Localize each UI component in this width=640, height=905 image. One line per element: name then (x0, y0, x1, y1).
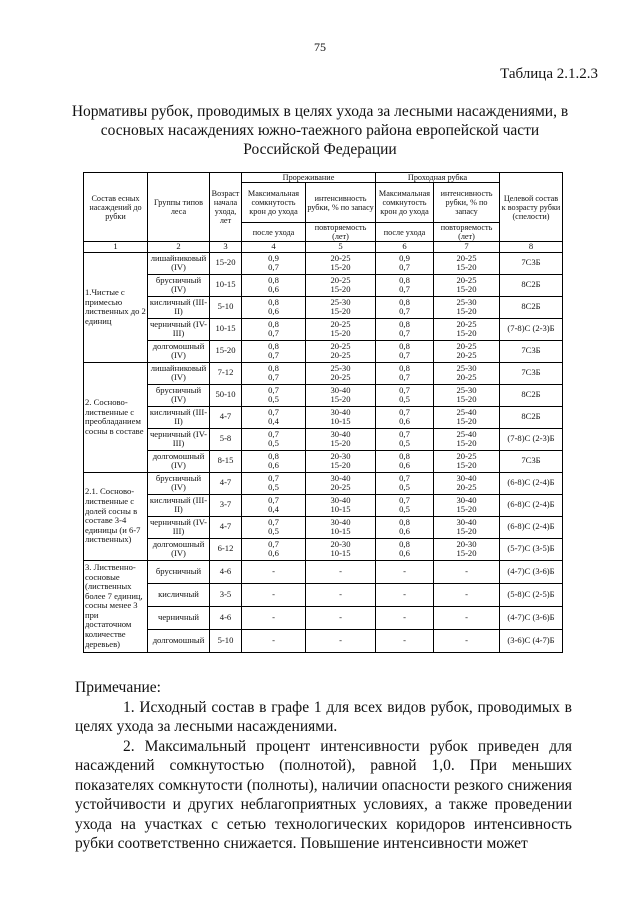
density-cell: - (376, 560, 434, 583)
density-cell: - (376, 629, 434, 652)
table-row (84, 252, 563, 274)
value-bottom: 0,7 (268, 262, 279, 273)
header-after-care: после ухода (376, 223, 434, 242)
value-top: 20-25 (330, 318, 351, 329)
value-bottom: 15-20 (456, 548, 477, 559)
value-bottom: 0,5 (268, 482, 279, 493)
density-cell (376, 274, 434, 296)
value-bottom: 10-15 (330, 416, 351, 427)
header-max-density: Максимальная сомкнутость крон до ухода (242, 183, 306, 223)
group-label: 1.Чистые с примесью лиственных до 2 единиц (84, 252, 148, 362)
column-number: 7 (434, 242, 500, 253)
age-cell: 5-10 (210, 629, 242, 652)
value-top: 25-30 (330, 296, 351, 307)
intensity-cell (434, 340, 500, 362)
density-cell (242, 362, 306, 384)
value-bottom: 0,7 (268, 350, 279, 361)
intensity-cell (434, 296, 500, 318)
target-composition-cell: (3-6)С (4-7)Б (500, 629, 563, 652)
value-top: 20-25 (456, 340, 477, 351)
value-bottom: 20-25 (330, 482, 351, 493)
intensity-cell (434, 428, 500, 450)
intensity-cell (434, 274, 500, 296)
header-thinning: Прореживание (242, 173, 376, 183)
table-row (84, 516, 563, 538)
density-cell: - (242, 606, 306, 629)
age-cell: 7-12 (210, 362, 242, 384)
density-cell (376, 318, 434, 340)
value-top: 0,7 (268, 494, 279, 505)
value-top: 0,7 (399, 384, 410, 395)
value-top: 20-25 (456, 318, 477, 329)
value-top: 20-25 (456, 252, 477, 263)
age-cell: 15-20 (210, 340, 242, 362)
density-cell (376, 472, 434, 494)
target-composition-cell: (4-7)С (3-6)Б (500, 606, 563, 629)
intensity-cell (306, 450, 376, 472)
value-top: 0,7 (268, 538, 279, 549)
header-passage-cut: Проходная рубка (376, 173, 500, 183)
age-cell: 50-10 (210, 384, 242, 406)
intensity-cell (306, 252, 376, 274)
value-top: 0,8 (399, 274, 410, 285)
intensity-cell: - (306, 606, 376, 629)
table-row (84, 428, 563, 450)
value-bottom: 0,7 (268, 372, 279, 383)
intensity-cell: - (306, 560, 376, 583)
value-top: 0,7 (399, 472, 410, 483)
table-row (84, 384, 563, 406)
value-bottom: 20-25 (330, 350, 351, 361)
density-cell (376, 362, 434, 384)
target-composition-cell: 8С2Б (500, 406, 563, 428)
value-top: 0,7 (268, 516, 279, 527)
intensity-cell (306, 384, 376, 406)
table-row (84, 406, 563, 428)
target-composition-cell: (5-7)С (3-5)Б (500, 538, 563, 560)
density-cell (376, 406, 434, 428)
value-top: 0,8 (268, 450, 279, 461)
column-number: 6 (376, 242, 434, 253)
value-bottom: 0,4 (268, 416, 279, 427)
table-row (84, 538, 563, 560)
value-bottom: 15-20 (456, 262, 477, 273)
value-top: 20-30 (330, 538, 351, 549)
value-bottom: 0,5 (399, 482, 410, 493)
value-bottom: 0,5 (399, 394, 410, 405)
value-top: 20-25 (330, 252, 351, 263)
header-age: Возраст начала ухода, лет (210, 173, 242, 242)
forest-type-cell: долгомошный (IV) (148, 340, 210, 362)
value-bottom: 0,5 (268, 438, 279, 449)
value-bottom: 15-20 (330, 460, 351, 471)
value-top: 30-40 (456, 472, 477, 483)
value-bottom: 0,7 (268, 328, 279, 339)
value-top: 30-40 (456, 516, 477, 527)
intensity-cell (306, 538, 376, 560)
value-top: 0,8 (399, 538, 410, 549)
density-cell (376, 494, 434, 516)
value-bottom: 0,6 (268, 284, 279, 295)
header-target-composition: Целевой состав к возрасту рубки (спелости) (500, 173, 563, 242)
intensity-cell (306, 516, 376, 538)
header-forest-type: Группы типов леса (148, 173, 210, 242)
intensity-cell (434, 472, 500, 494)
target-composition-cell: (5-8)С (2-5)Б (500, 583, 563, 606)
table-row (84, 340, 563, 362)
density-cell (242, 340, 306, 362)
target-composition-cell: 7С3Б (500, 340, 563, 362)
age-cell: 4-7 (210, 516, 242, 538)
target-composition-cell: (6-8)С (2-4)Б (500, 516, 563, 538)
value-top: 0,7 (399, 494, 410, 505)
intensity-cell (306, 472, 376, 494)
intensity-cell (434, 450, 500, 472)
density-cell: - (242, 560, 306, 583)
value-top: 30-40 (330, 406, 351, 417)
intensity-cell: - (434, 560, 500, 583)
page-number: 75 (314, 40, 326, 54)
value-top: 25-30 (456, 384, 477, 395)
value-bottom: 0,6 (399, 416, 410, 427)
age-cell: 6-12 (210, 538, 242, 560)
forest-type-cell: брусничный (IV) (148, 472, 210, 494)
target-composition-cell: (7-8)С (2-3)Б (500, 428, 563, 450)
density-cell (376, 450, 434, 472)
value-top: 0,8 (399, 516, 410, 527)
value-top: 25-30 (456, 296, 477, 307)
column-number: 3 (210, 242, 242, 253)
value-top: 20-25 (330, 274, 351, 285)
value-top: 20-25 (456, 450, 477, 461)
title-line: Российской Федерации (243, 141, 397, 158)
value-bottom: 10-15 (330, 548, 351, 559)
value-top: 20-25 (456, 274, 477, 285)
intensity-cell (306, 362, 376, 384)
value-bottom: 15-20 (330, 394, 351, 405)
value-bottom: 15-20 (330, 328, 351, 339)
value-bottom: 15-20 (456, 306, 477, 317)
intensity-cell (306, 340, 376, 362)
density-cell (242, 384, 306, 406)
value-bottom: 0,6 (268, 548, 279, 559)
density-cell: - (242, 629, 306, 652)
forest-type-cell: черничный (IV-III) (148, 516, 210, 538)
value-top: 0,9 (268, 252, 279, 263)
forest-type-cell: лишайниковый (IV) (148, 362, 210, 384)
age-cell: 4-7 (210, 406, 242, 428)
value-bottom: 15-20 (456, 526, 477, 537)
age-cell: 5-10 (210, 296, 242, 318)
forest-type-cell: черничный (IV-III) (148, 428, 210, 450)
target-composition-cell: 8С2Б (500, 384, 563, 406)
density-cell (376, 516, 434, 538)
age-cell: 3-5 (210, 583, 242, 606)
table-row (84, 583, 563, 606)
target-composition-cell: (6-8)С (2-4)Б (500, 472, 563, 494)
value-bottom: 0,6 (399, 460, 410, 471)
value-top: 0,7 (268, 384, 279, 395)
column-number: 5 (306, 242, 376, 253)
header-repeat: повторяемость (лет) (434, 223, 500, 242)
density-cell (242, 296, 306, 318)
value-bottom: 15-20 (456, 394, 477, 405)
value-bottom: 20-25 (456, 372, 477, 383)
intensity-cell (434, 362, 500, 384)
value-top: 0,9 (399, 252, 410, 263)
value-top: 25-40 (456, 428, 477, 439)
value-bottom: 15-20 (456, 328, 477, 339)
value-bottom: 15-20 (456, 438, 477, 449)
intensity-cell (434, 516, 500, 538)
intensity-cell: - (434, 606, 500, 629)
column-number: 8 (500, 242, 563, 253)
value-top: 0,7 (399, 428, 410, 439)
table-row (84, 450, 563, 472)
density-cell: - (376, 583, 434, 606)
intensity-cell (306, 274, 376, 296)
value-top: 0,7 (399, 406, 410, 417)
value-top: 0,8 (268, 362, 279, 373)
intensity-cell (306, 318, 376, 340)
forest-type-cell: кисличный (148, 583, 210, 606)
header-composition: Состав есных насаждений до рубки (84, 173, 148, 242)
intensity-cell (434, 538, 500, 560)
column-number: 4 (242, 242, 306, 253)
group-label: 3. Лиственно-сосновые (лиственных более 7 единиц, сосны менее 3 при достаточном количестве деревьев) (84, 560, 148, 652)
intensity-cell (434, 494, 500, 516)
value-bottom: 0,7 (399, 306, 410, 317)
intensity-cell: - (306, 629, 376, 652)
density-cell (242, 428, 306, 450)
intensity-cell (306, 428, 376, 450)
age-cell: 8-15 (210, 450, 242, 472)
density-cell (376, 296, 434, 318)
header-after-care: после ухода (242, 223, 306, 242)
table-row (84, 494, 563, 516)
age-cell: 5-8 (210, 428, 242, 450)
value-bottom: 20-25 (456, 350, 477, 361)
value-bottom: 15-20 (330, 262, 351, 273)
value-bottom: 0,7 (399, 350, 410, 361)
group-label: 2. Сосново-лиственные с преобладанием сосны в составе (84, 362, 148, 472)
note-heading: Примечание: (75, 679, 161, 696)
value-bottom: 15-20 (456, 460, 477, 471)
forest-type-cell: черничный (IV-III) (148, 318, 210, 340)
value-top: 0,8 (399, 296, 410, 307)
header-repeat: повторяемость (лет) (306, 223, 376, 242)
forest-type-cell: брусничный (IV) (148, 274, 210, 296)
value-bottom: 0,5 (399, 438, 410, 449)
value-bottom: 15-20 (330, 306, 351, 317)
value-bottom: 0,5 (268, 526, 279, 537)
title-line: Нормативы рубок, проводимых в целях ухода за лесными насаждениями, в (71, 103, 569, 120)
density-cell (242, 538, 306, 560)
value-bottom: 20-25 (456, 482, 477, 493)
value-top: 30-40 (330, 516, 351, 527)
value-bottom: 0,6 (399, 526, 410, 537)
target-composition-cell: (6-8)С (2-4)Б (500, 494, 563, 516)
value-bottom: 15-20 (456, 416, 477, 427)
value-top: 30-40 (330, 472, 351, 483)
header-intensity: интенсивность рубки, % по запасу (306, 183, 376, 223)
density-cell (242, 516, 306, 538)
density-cell (242, 406, 306, 428)
table-row (84, 606, 563, 629)
title-line: сосновых насаждениях южно-таежного района европейской части (100, 122, 540, 139)
value-top: 0,8 (268, 296, 279, 307)
age-cell: 10-15 (210, 274, 242, 296)
header-intensity: интенсивность рубки, % по запасу (434, 183, 500, 223)
norms-table (83, 172, 563, 653)
density-cell: - (242, 583, 306, 606)
intensity-cell: - (434, 583, 500, 606)
intensity-cell (306, 296, 376, 318)
target-composition-cell: 7С3Б (500, 450, 563, 472)
value-top: 0,8 (399, 450, 410, 461)
value-top: 0,8 (399, 340, 410, 351)
value-bottom: 0,7 (399, 284, 410, 295)
density-cell (242, 252, 306, 274)
forest-type-cell: черничный (148, 606, 210, 629)
value-top: 30-40 (456, 494, 477, 505)
value-top: 25-30 (456, 362, 477, 373)
target-composition-cell: 8С2Б (500, 296, 563, 318)
intensity-cell (434, 406, 500, 428)
value-bottom: 15-20 (330, 438, 351, 449)
forest-type-cell: долгомошный (IV) (148, 450, 210, 472)
forest-type-cell: брусничный (IV) (148, 384, 210, 406)
table-title (60, 102, 580, 159)
forest-type-cell: кисличный (III-II) (148, 296, 210, 318)
value-bottom: 15-20 (330, 284, 351, 295)
target-composition-cell: (4-7)С (3-6)Б (500, 560, 563, 583)
density-cell (242, 450, 306, 472)
density-cell (376, 340, 434, 362)
density-cell (242, 318, 306, 340)
table-row (84, 629, 563, 652)
value-bottom: 10-15 (330, 526, 351, 537)
age-cell: 3-7 (210, 494, 242, 516)
table-number: Таблица 2.1.2.3 (500, 66, 598, 82)
table-row (84, 560, 563, 583)
intensity-cell (434, 384, 500, 406)
value-bottom: 0,5 (268, 394, 279, 405)
intensity-cell (434, 318, 500, 340)
table-row (84, 472, 563, 494)
value-bottom: 10-15 (330, 504, 351, 515)
intensity-cell (434, 252, 500, 274)
forest-type-cell: лишайниковый (IV) (148, 252, 210, 274)
age-cell: 4-6 (210, 560, 242, 583)
column-number: 1 (84, 242, 148, 253)
target-composition-cell: 8С2Б (500, 274, 563, 296)
intensity-cell (306, 406, 376, 428)
table-row (84, 318, 563, 340)
value-top: 0,8 (399, 318, 410, 329)
value-bottom: 0,5 (399, 504, 410, 515)
target-composition-cell: (7-8)С (2-3)Б (500, 318, 563, 340)
value-bottom: 0,6 (399, 548, 410, 559)
value-top: 0,7 (268, 472, 279, 483)
age-cell: 15-20 (210, 252, 242, 274)
density-cell: - (376, 606, 434, 629)
table-row (84, 362, 563, 384)
density-cell (376, 538, 434, 560)
value-bottom: 0,7 (399, 328, 410, 339)
value-bottom: 0,6 (268, 460, 279, 471)
header-max-density: Максимальная сомкнутость крон до ухода (376, 183, 434, 223)
value-top: 30-40 (330, 494, 351, 505)
value-bottom: 0,6 (268, 306, 279, 317)
forest-type-cell: долгомошный (148, 629, 210, 652)
density-cell (242, 494, 306, 516)
forest-type-cell: кисличный (III-II) (148, 406, 210, 428)
value-top: 25-30 (330, 362, 351, 373)
value-bottom: 0,4 (268, 504, 279, 515)
forest-type-cell: долгомошный (IV) (148, 538, 210, 560)
table-row (84, 296, 563, 318)
value-top: 20-25 (330, 340, 351, 351)
value-bottom: 0,7 (399, 262, 410, 273)
note-paragraph-1: 1. Исходный состав в графе 1 для всех видов рубок, проводимых в целях ухода за лесными насаждениями. (75, 698, 572, 735)
group-label: 2.1. Сосново-лиственные с долей сосны в составе 3-4 единицы (и 6-7 лиственных) (84, 472, 148, 560)
value-bottom: 20-25 (330, 372, 351, 383)
age-cell: 10-15 (210, 318, 242, 340)
value-top: 0,8 (399, 362, 410, 373)
value-top: 0,7 (268, 406, 279, 417)
intensity-cell: - (434, 629, 500, 652)
table-row (84, 274, 563, 296)
value-top: 30-40 (330, 384, 351, 395)
note-paragraph-2: 2. Максимальный процент интенсивности рубок приведен для насаждений сомкнутостью (полнотой), равной 1,0. При меньших показателях сомкнутости (полноты), наличии опасности резкого снижения устойчивости и других неблагоприятных условиях, а также проведении ухода на участках с сетью технологических коридоров интенсивность рубки соответственно снижается. Повышение интенсивности может (75, 737, 572, 852)
value-top: 0,8 (268, 340, 279, 351)
value-bottom: 0,7 (399, 372, 410, 383)
target-composition-cell: 7С3Б (500, 252, 563, 274)
intensity-cell: - (306, 583, 376, 606)
forest-type-cell: брусничный (148, 560, 210, 583)
value-top: 0,8 (268, 274, 279, 285)
density-cell (376, 384, 434, 406)
density-cell (242, 274, 306, 296)
value-top: 30-40 (330, 428, 351, 439)
target-composition-cell: 7С3Б (500, 362, 563, 384)
intensity-cell (306, 494, 376, 516)
density-cell (376, 428, 434, 450)
density-cell (376, 252, 434, 274)
value-bottom: 15-20 (456, 504, 477, 515)
age-cell: 4-7 (210, 472, 242, 494)
note-section (75, 678, 572, 854)
value-top: 0,8 (268, 318, 279, 329)
forest-type-cell: кисличный (III-II) (148, 494, 210, 516)
column-number: 2 (148, 242, 210, 253)
value-top: 20-30 (456, 538, 477, 549)
value-top: 25-40 (456, 406, 477, 417)
value-top: 0,7 (268, 428, 279, 439)
density-cell (242, 472, 306, 494)
value-top: 20-30 (330, 450, 351, 461)
value-bottom: 15-20 (456, 284, 477, 295)
age-cell: 4-6 (210, 606, 242, 629)
